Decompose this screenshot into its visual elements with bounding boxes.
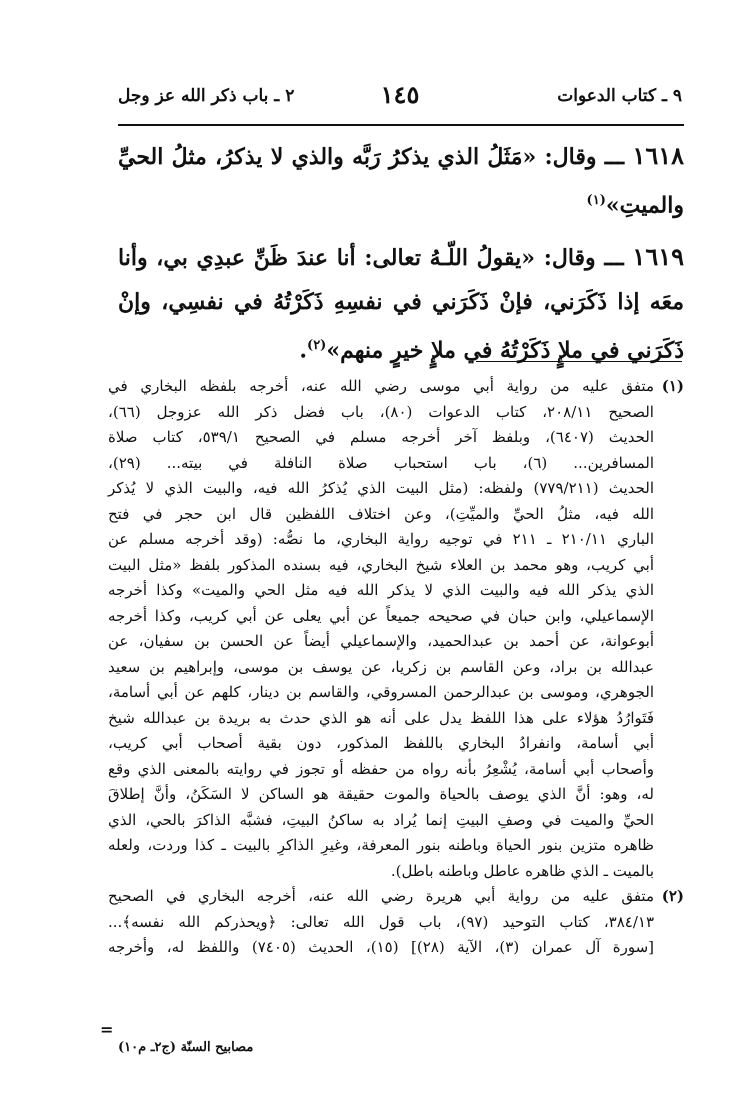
hadith-1619 xyxy=(118,235,684,372)
footnote-line: أبوعوانة، عن أحمد بن عبدالحميد، والإسماعيلي أيضاً عن الحسن بن سفيان، عن xyxy=(108,632,654,650)
footnote-line: [سورة آل عمران (٣)، الآية (٢٨)] (١٥)، الحديث (٧٤٠٥) واللفظ له، وأخرجه xyxy=(108,938,654,956)
hadith-text: ـــ وقال: «مَثَلُ الذي يذكرُ رَبَّه والذي لا يذكرُ، مثلُ الحيِّ والميتِ» xyxy=(118,144,684,219)
footnote-line: له، وهو: أنَّ الذي يوصف بالحياة والموت حقيقة هو الساكن لا السَكَنُ، وأنَّ إطلاقَ xyxy=(108,785,654,803)
footnote-line: الباري ٢١٠/١١ ـ ٢١١ في توجيه رواية البخاري، ما نصُّه: (وقد أخرجه مسلم عن xyxy=(108,530,654,548)
footnote-line: أبي أسامة، وانفرادُ البخاري باللفظ المذكور، دون بقية أصحاب أبي كريب، xyxy=(108,734,654,752)
chapter-title: ٩ ـ كتاب الدعوات xyxy=(557,86,682,106)
footnote-line: الحديث (٦٤٠٧)، وبلفظ آخر أخرجه مسلم في الصحيح ٥٣٩/١، كتاب صلاة xyxy=(108,428,654,446)
footnote-line: فَتَوارُدُ هؤلاء على هذا اللفظ يدل على أنه هو الذي حدث به بريدة بن عبدالله شيخ xyxy=(108,708,654,727)
footnote-line: ظاهره متزين بنور الحياة وباطنه بنور المعرفة، وغيرِ الذاكرِ بالبيت ـ كذا وردت، ولعله xyxy=(108,836,654,854)
footnote-body xyxy=(108,374,654,884)
hadith-text: ـــ وقال: «يقولُ اللّـهُ تعالى: أنا عندَ ظَنِّ عبدِي بي، وأنا معَه إذا ذَكَرَني، فإنْ ذَكَرَني في نفسِهِ ذَكَرْتُهُ في نفسِي، وإنْ ذَكَرَني في ملإٍ ذَكَرْتُهُ في ملإٍ خيرٍ منهم» xyxy=(118,245,684,364)
footnote-line: الصحيح ٢٠٨/١١، كتاب الدعوات (٨٠)، باب فضل ذكر الله عزوجل (٦٦)، xyxy=(108,402,654,421)
footnote-line: الحديث (٧٧٩/٢١١) ولفظه: (مثل البيت الذي يُذكرُ الله فيه، والبيت الذي لا يُذكر xyxy=(108,479,654,497)
footnote-line: الله فيه، مثلُ الحيِّ والميِّتِ)، وعن اختلاف اللفظين قال ابن حجر في فتح xyxy=(108,504,654,523)
hadith-number: ١٦١٩ xyxy=(632,242,684,272)
footnote-line: متفق عليه من رواية أبي هريرة رضي الله عنه، أخرجه البخاري في الصحيح xyxy=(108,887,654,905)
hadith-number: ١٦١٨ xyxy=(632,141,684,170)
footnote-line: بالميت ـ الذي ظاهره عاطل وباطنه باطل). xyxy=(390,861,654,880)
hadith-end-punct: . xyxy=(299,337,308,364)
page-number: ١٤٥ xyxy=(380,80,420,109)
footnote-number: (١) xyxy=(661,377,684,395)
footnote-line: الجوهري، وموسى بن عبدالرحمن المسروقي، والقاسم بن دينار، كلهم عن أبي أسامة، xyxy=(108,683,654,701)
footnote-reference: (٢) xyxy=(307,338,327,354)
running-head xyxy=(118,80,682,116)
footnote-line: الحيِّ والميت في وصفِ البيتِ إنما يُراد به ساكنُ البيتِ، فشبَّه الذاكرَ بالحي، الذي xyxy=(108,810,654,829)
footnote-line: الإسماعيلي، وابن حبان في صحيحه جميعاً عن أبي يعلى عن أبي كريب، وكذا أخرجه xyxy=(108,606,654,625)
footnote-1 xyxy=(108,374,684,884)
printer-signature: مصابيح السنّة (ج٢ـ م١٠) xyxy=(118,1040,254,1055)
continuation-mark: = xyxy=(100,1020,114,1039)
footnote-reference: (١) xyxy=(586,193,606,208)
footnote-line: المسافرين... (٦)، باب استحباب صلاة النافلة في بيته... (٢٩)، xyxy=(108,453,654,472)
footnote-body xyxy=(108,884,654,961)
footnote-line: ٣٨٤/١٣، كتاب التوحيد (٩٧)، باب قول الله تعالى: ﴿ويحذركم الله نفسه﴾... xyxy=(108,912,655,931)
footnote-line: متفق عليه من رواية أبي موسى رضي الله عنه، أخرجه بلفظه البخاري في xyxy=(108,377,654,395)
hadith-1618 xyxy=(118,134,684,227)
footnote-line: الذي يذكر الله فيه والبيت الذي لا يذكر الله فيه مثل الحي والميت» وكذا أخرجه xyxy=(108,581,654,599)
footnote-number: (٢) xyxy=(661,887,684,905)
footnote-separator xyxy=(476,361,682,362)
footnote-line: عبدالله بن براد، وعن القاسم بن زكريا، عن يوسف بن موسى، وإبراهيم بن سعيد xyxy=(108,657,654,676)
footnote-line: أبي كريب، وهو محمد بن العلاء شيخ البخاري، فيه بسنده المذكور بلفظ «مثل البيت xyxy=(108,555,654,574)
footnotes xyxy=(108,374,684,961)
footnote-line: وأصحاب أبي أسامة، يُشْعِرُ بأنه رواه من حفظه أو تجوز في روايته بالمعنى الذي وقع xyxy=(108,759,654,778)
main-text xyxy=(118,134,684,381)
header-rule xyxy=(118,124,684,126)
footnote-2 xyxy=(108,884,684,961)
section-title: ٢ ـ باب ذكر الله عز وجل xyxy=(118,86,295,106)
